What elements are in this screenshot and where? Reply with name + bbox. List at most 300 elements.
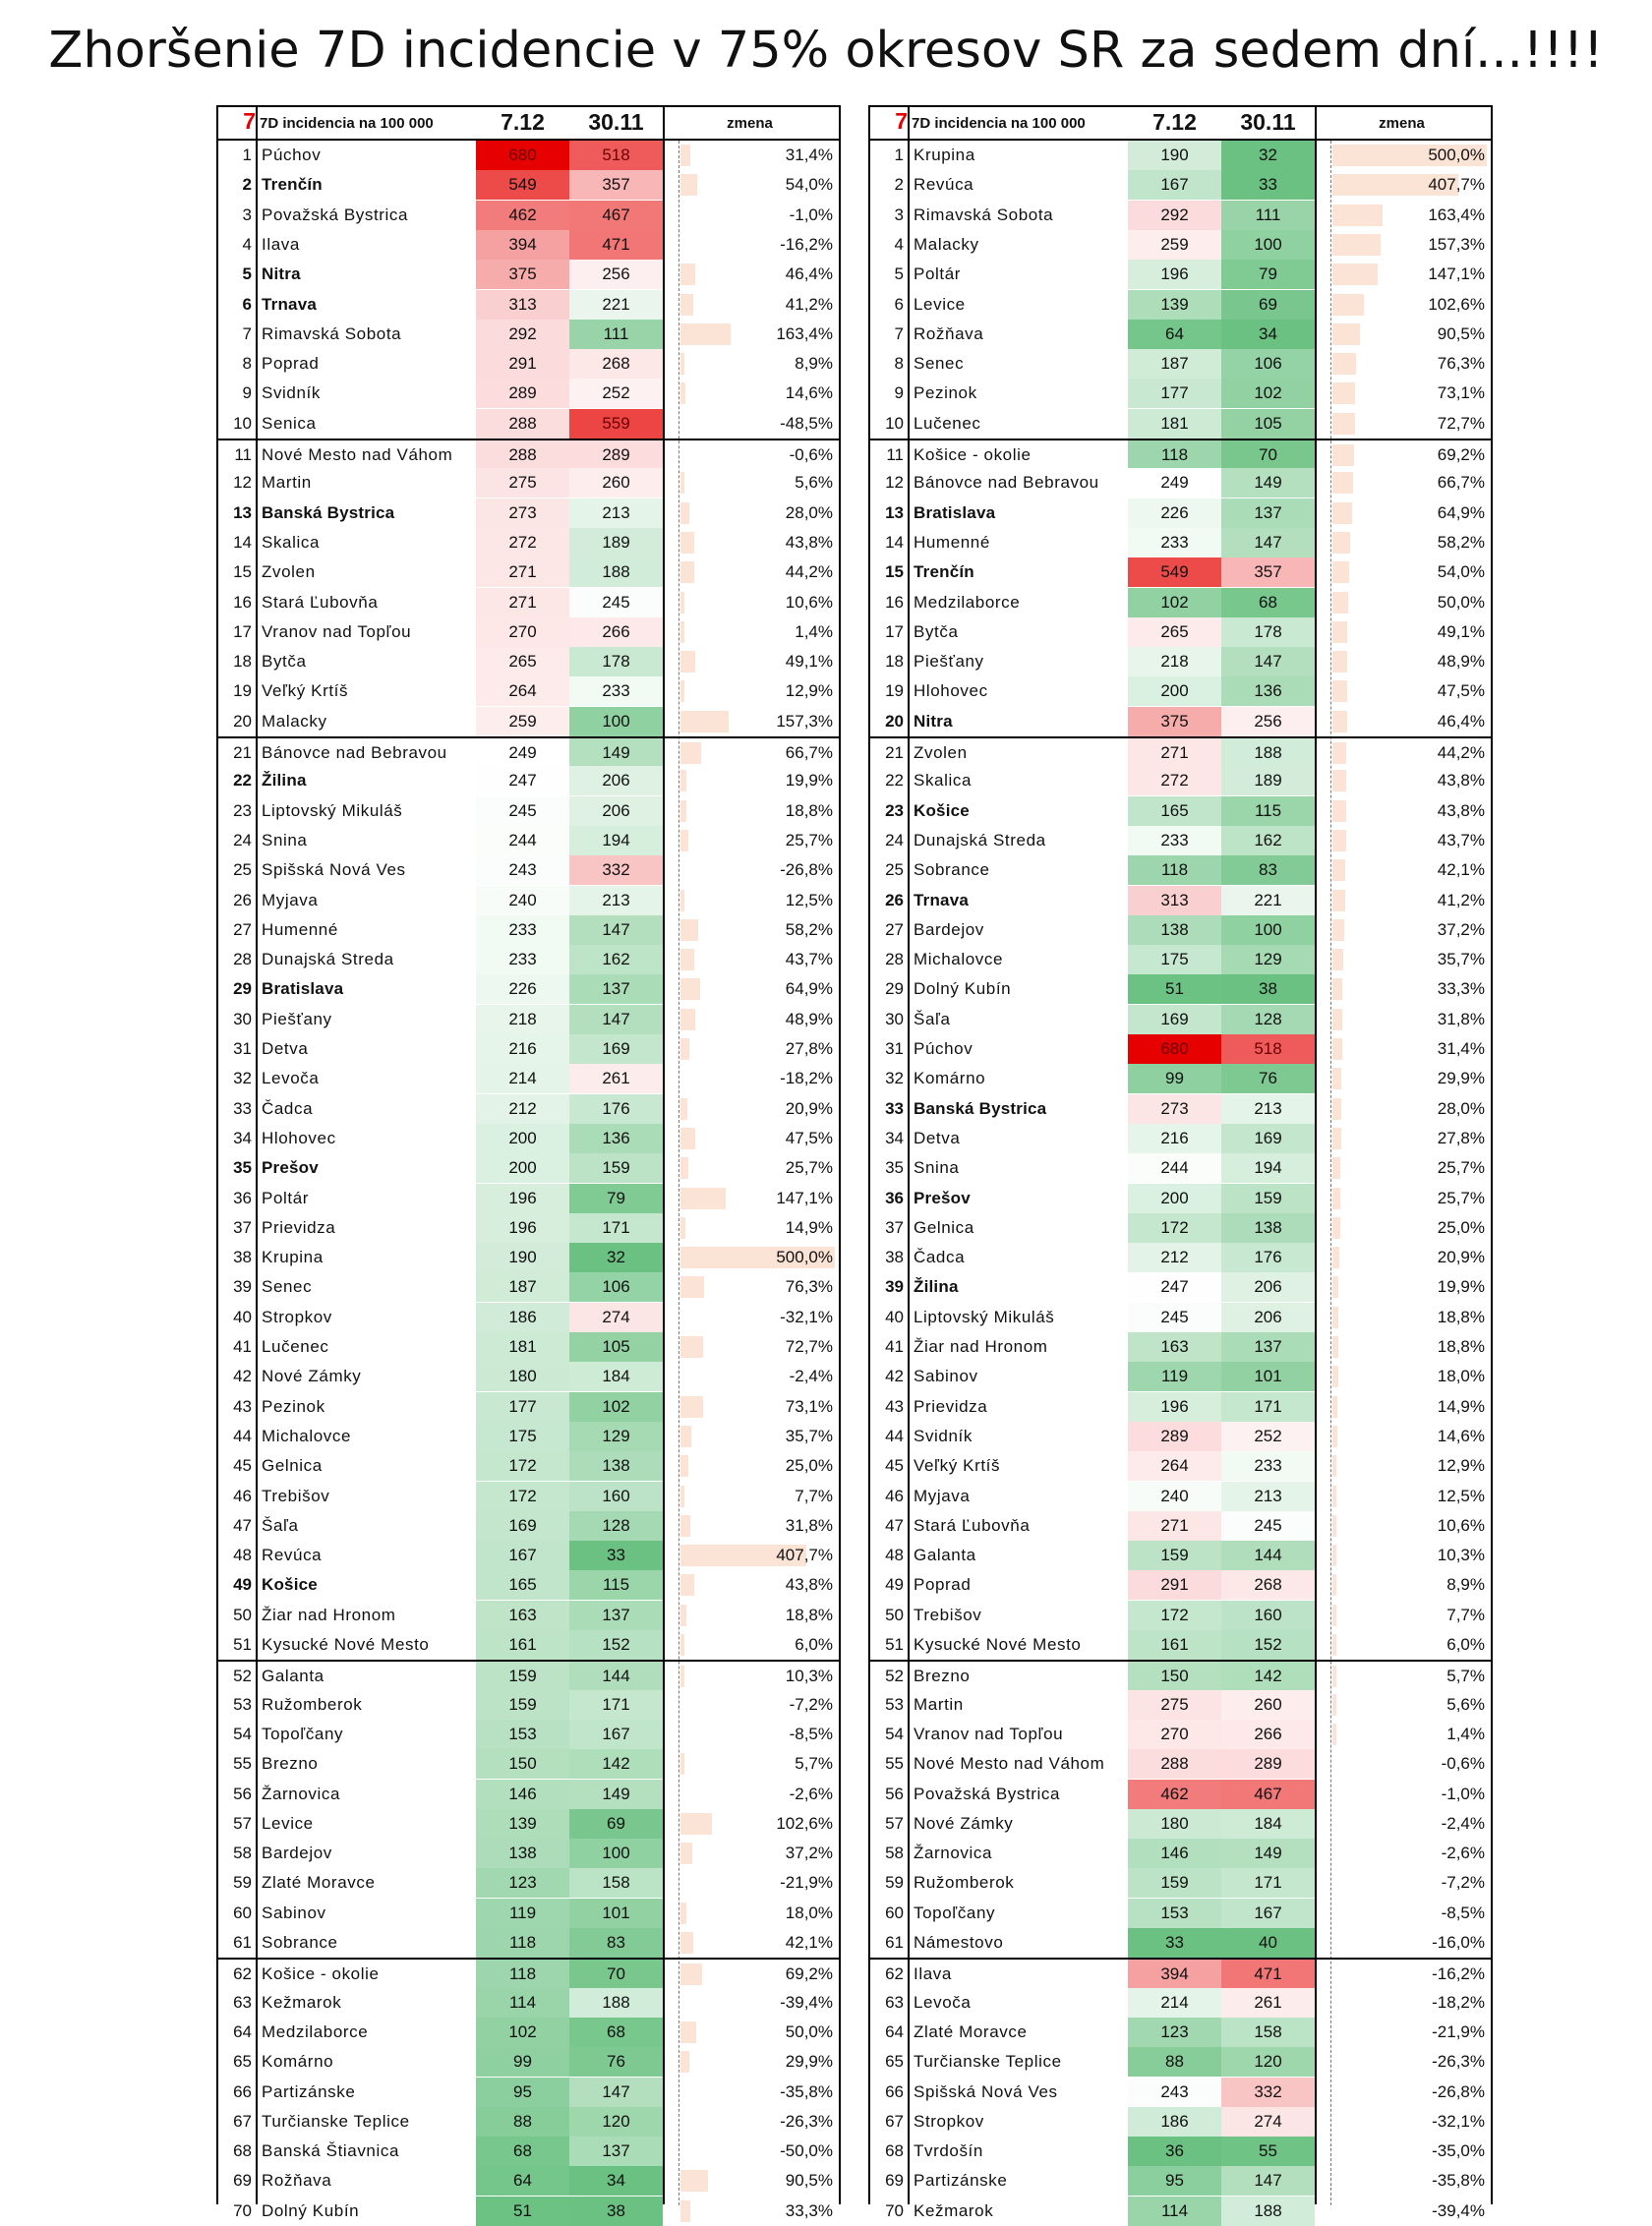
row-rank: 36 [233,1188,252,1207]
table-row [218,1213,839,1243]
row-rank: 1 [894,146,904,164]
district-name: Hlohovec [262,1128,336,1147]
incidence-7-12: 200 [476,1124,569,1153]
incidence-30-11: 467 [569,201,663,230]
table-row [870,1839,1491,1868]
row-rank: 55 [885,1754,904,1774]
incidence-30-11: 149 [1221,468,1315,498]
incidence-7-12: 68 [476,2137,569,2166]
incidence-30-11: 221 [569,290,663,320]
incidence-7-12: 288 [1128,1749,1221,1779]
incidence-30-11: 167 [569,1720,663,1749]
change-percent: 8,9% [795,354,833,374]
row-rank: 15 [233,562,252,582]
change-percent: 43,8% [1437,771,1485,791]
district-name: Skalica [914,771,973,791]
incidence-7-12: 549 [476,170,569,200]
incidence-7-12: 233 [1128,826,1221,855]
change-percent: -48,5% [780,413,833,433]
row-rank: 61 [885,1933,904,1952]
incidence-30-11: 129 [569,1422,663,1451]
change-bar [680,1128,695,1149]
change-percent: 19,9% [1437,1277,1485,1297]
district-name: Rožňava [262,2171,332,2191]
row-rank: 11 [234,445,252,464]
change-percent: -16,2% [780,234,833,254]
district-name: Košice [914,800,970,820]
incidence-7-12: 200 [476,1153,569,1183]
incidence-7-12: 175 [1128,945,1221,974]
table-row [218,2166,839,2196]
district-name: Žarnovica [914,1844,993,1863]
row-rank: 8 [242,354,252,374]
incidence-7-12: 245 [476,796,569,826]
row-rank: 12 [885,473,904,493]
table-row [218,1034,839,1064]
change-bar [1332,382,1355,404]
table-row [218,1243,839,1272]
row-rank: 4 [894,234,904,254]
change-percent: 18,0% [1437,1367,1485,1386]
table-row [218,1272,839,1302]
change-percent: -8,5% [789,1724,833,1743]
table-row [218,2197,839,2226]
district-name: Ilava [262,234,300,254]
district-name: Vranov nad Topľou [262,621,412,641]
incidence-7-12: 214 [1128,1988,1221,2018]
incidence-30-11: 266 [1221,1720,1315,1749]
change-percent: -35,8% [780,2081,833,2101]
incidence-30-11: 137 [569,1601,663,1630]
incidence-7-12: 462 [1128,1780,1221,1809]
row-rank: 2 [894,175,904,195]
incidence-30-11: 100 [569,1839,663,1868]
change-percent: -26,3% [780,2111,833,2131]
incidence-7-12: 181 [1128,409,1221,439]
change-bar [680,1486,684,1507]
incidence-7-12: 196 [1128,260,1221,289]
change-percent: 500,0% [1428,146,1485,164]
incidence-30-11: 142 [569,1749,663,1779]
change-percent: 5,6% [1446,1694,1485,1714]
incidence-30-11: 332 [569,855,663,885]
incidence-30-11: 252 [1221,1422,1315,1451]
table-row [218,1094,839,1124]
incidence-7-12: 289 [1128,1422,1221,1451]
change-percent: 64,9% [785,979,833,999]
change-bar [680,2051,689,2073]
incidence-30-11: 136 [1221,676,1315,706]
incidence-7-12: 291 [1128,1570,1221,1600]
table-row [218,1064,839,1093]
district-name: Sabinov [262,1903,326,1922]
table-row [218,1362,839,1391]
incidence-7-12: 288 [476,409,569,439]
incidence-30-11: 261 [569,1064,663,1093]
row-rank: 3 [242,205,252,224]
change-percent: 163,4% [776,323,833,343]
incidence-30-11: 70 [569,1960,663,1989]
incidence-30-11: 120 [569,2107,663,2137]
district-name: Skalica [262,532,321,552]
change-percent: 12,9% [785,681,833,701]
change-bar [1332,1098,1341,1120]
district-name: Pezinok [262,1396,325,1416]
incidence-7-12: 175 [476,1422,569,1451]
district-name: Topoľčany [262,1724,344,1743]
district-name: Hlohovec [914,681,988,701]
district-name: Snina [262,830,308,849]
header-name: 7D incidencia na 100 000 [912,115,1086,132]
district-name: Čadca [262,1098,314,1118]
incidence-30-11: 128 [1221,1005,1315,1034]
table-row [218,1570,839,1600]
change-percent: -2,4% [789,1367,833,1386]
incidence-30-11: 518 [569,141,663,170]
district-name: Stropkov [262,1307,332,1326]
incidence-30-11: 213 [569,886,663,915]
change-bar [680,1426,691,1447]
row-rank: 20 [885,711,904,731]
incidence-7-12: 190 [476,1243,569,1272]
table-row [870,1868,1491,1898]
district-name: Levice [262,1813,314,1833]
incidence-30-11: 142 [1221,1662,1315,1691]
incidence-7-12: 51 [476,2197,569,2226]
table-row [870,1749,1491,1779]
row-rank: 58 [233,1844,252,1863]
table-row [218,2047,839,2077]
district-name: Tvrdošín [914,2141,983,2161]
incidence-30-11: 188 [569,557,663,587]
incidence-30-11: 261 [1221,1988,1315,2018]
district-name: Topoľčany [914,1903,996,1922]
table-row [218,1005,839,1034]
district-name: Bytča [262,652,307,672]
district-name: Púchov [914,1039,974,1058]
row-rank: 40 [233,1307,252,1326]
incidence-30-11: 33 [1221,170,1315,200]
change-percent: 6,0% [795,1635,833,1654]
incidence-30-11: 559 [569,409,663,439]
incidence-7-12: 146 [476,1780,569,1809]
incidence-7-12: 114 [1128,2197,1221,2226]
district-name: Trnava [262,294,318,314]
row-rank: 9 [894,383,904,403]
district-name: Zvolen [914,743,968,762]
incidence-30-11: 68 [1221,588,1315,617]
incidence-30-11: 137 [569,974,663,1004]
incidence-30-11: 160 [1221,1601,1315,1630]
district-name: Galanta [262,1667,324,1686]
change-percent: 44,2% [1437,743,1485,762]
change-bar [680,1038,689,1060]
row-rank: 38 [233,1248,252,1267]
incidence-30-11: 268 [569,349,663,379]
change-bar [680,472,684,494]
district-name: Detva [914,1128,961,1147]
change-bar [1332,413,1355,435]
incidence-30-11: 245 [1221,1511,1315,1541]
incidence-7-12: 265 [1128,617,1221,647]
change-percent: 7,7% [1446,1605,1485,1624]
incidence-30-11: 289 [1221,1749,1315,1779]
change-bar [1332,680,1347,702]
change-bar [1332,919,1344,941]
table-row [218,1928,839,1958]
incidence-30-11: 194 [569,826,663,855]
district-name: Brezno [262,1754,319,1774]
change-bar [1332,561,1349,583]
row-rank: 42 [885,1367,904,1386]
row-rank: 64 [885,2021,904,2041]
district-name: Považská Bystrica [914,1784,1061,1803]
table-row [218,1958,839,1989]
incidence-7-12: 291 [476,349,569,379]
change-bar [680,264,695,285]
change-bar [1332,1128,1341,1149]
change-percent: 10,6% [1437,1515,1485,1535]
table-row [870,2197,1491,2226]
table-row [870,1094,1491,1124]
change-percent: 43,8% [785,1575,833,1595]
district-name: Kežmarok [262,1992,342,2012]
incidence-7-12: 273 [1128,1094,1221,1124]
table-row [218,1868,839,1898]
change-percent: 25,7% [785,1158,833,1178]
incidence-30-11: 274 [1221,2107,1315,2137]
table-row [218,796,839,826]
row-rank: 3 [894,205,904,224]
change-percent: 157,3% [1428,234,1485,254]
table-row [218,2018,839,2047]
district-name: Kysucké Nové Mesto [914,1635,1082,1654]
incidence-7-12: 313 [476,290,569,320]
incidence-30-11: 189 [569,528,663,557]
incidence-7-12: 200 [1128,676,1221,706]
table-row [870,1601,1491,1630]
change-percent: 54,0% [1437,562,1485,582]
district-name: Prešov [914,1188,971,1207]
change-bar [680,174,697,196]
district-name: Stropkov [914,2111,984,2131]
table-row [870,1153,1491,1183]
change-percent: 37,2% [1437,919,1485,939]
right-table [868,105,1493,2220]
incidence-30-11: 147 [1221,2166,1315,2196]
district-name: Košice [262,1575,318,1595]
row-rank: 67 [233,2111,252,2131]
incidence-7-12: 271 [476,588,569,617]
table-row [218,1422,839,1451]
table-row [870,1005,1491,1034]
change-percent: 73,1% [785,1396,833,1416]
change-bar [680,1515,690,1537]
table-row [870,766,1491,795]
incidence-7-12: 138 [476,1839,569,1868]
incidence-7-12: 159 [476,1690,569,1720]
district-name: Humenné [914,532,990,552]
change-bar [1332,234,1381,256]
table-row [218,498,839,528]
change-bar [1332,444,1354,466]
incidence-7-12: 64 [476,2166,569,2196]
change-bar [1332,502,1352,524]
incidence-30-11: 68 [569,2018,663,2047]
table-row [870,1958,1491,1989]
district-name: Snina [914,1158,960,1178]
change-bar [680,561,694,583]
incidence-30-11: 188 [1221,738,1315,768]
incidence-30-11: 149 [569,1780,663,1809]
district-name: Levice [914,294,966,314]
incidence-30-11: 256 [1221,707,1315,736]
incidence-7-12: 165 [476,1570,569,1600]
district-name: Považská Bystrica [262,205,409,224]
table-row [218,379,839,408]
change-percent: 20,9% [1437,1248,1485,1267]
change-percent: 73,1% [1437,383,1485,403]
district-name: Nitra [914,711,953,731]
incidence-30-11: 162 [569,945,663,974]
row-rank: 34 [233,1128,252,1147]
change-bar [1332,1217,1340,1239]
incidence-7-12: 167 [476,1541,569,1570]
row-rank: 58 [885,1844,904,1863]
incidence-30-11: 100 [1221,230,1315,260]
incidence-7-12: 118 [1128,855,1221,885]
change-bar [680,1813,712,1835]
change-percent: 72,7% [1437,413,1485,433]
district-name: Myjava [262,890,319,909]
header-name: 7D incidencia na 100 000 [260,115,434,132]
table-row [870,2166,1491,2196]
incidence-30-11: 147 [569,1005,663,1034]
district-name: Partizánske [262,2081,356,2101]
district-name: Zvolen [262,562,316,582]
incidence-30-11: 147 [1221,647,1315,676]
incidence-7-12: 245 [1128,1303,1221,1332]
row-rank: 55 [233,1754,252,1774]
row-rank: 46 [885,1486,904,1505]
table-row [870,1780,1491,1809]
table-row [218,1749,839,1779]
incidence-7-12: 216 [476,1034,569,1064]
table-row [870,826,1491,855]
table-row [870,1988,1491,2018]
row-rank: 13 [885,502,904,522]
table-row [218,2107,839,2137]
change-bar [680,1188,726,1209]
incidence-30-11: 268 [1221,1570,1315,1600]
change-percent: -1,0% [1441,1784,1485,1803]
change-bar [1332,592,1348,614]
row-rank: 28 [885,950,904,969]
change-percent: 29,9% [1437,1069,1485,1088]
incidence-7-12: 240 [1128,1482,1221,1511]
table-row [218,1392,839,1422]
row-rank: 52 [233,1667,252,1686]
incidence-7-12: 375 [1128,707,1221,736]
incidence-30-11: 471 [1221,1960,1315,1989]
change-percent: 163,4% [1428,205,1485,224]
incidence-30-11: 137 [1221,1332,1315,1362]
change-percent: -26,3% [1432,2052,1485,2072]
incidence-7-12: 247 [476,766,569,795]
change-bar [680,323,731,345]
change-percent: 31,8% [785,1515,833,1535]
incidence-30-11: 274 [569,1303,663,1332]
change-percent: -0,6% [789,445,833,464]
table-row [218,1660,839,1691]
change-bar [680,1157,688,1179]
incidence-30-11: 471 [569,230,663,260]
incidence-30-11: 149 [569,738,663,768]
change-bar [1332,353,1356,375]
incidence-7-12: 123 [476,1868,569,1898]
change-percent: 37,2% [785,1844,833,1863]
row-rank: 18 [233,652,252,672]
change-bar [680,502,689,524]
row-rank: 44 [885,1426,904,1445]
incidence-7-12: 200 [1128,1184,1221,1213]
district-name: Poltár [262,1188,310,1207]
row-rank: 63 [233,1992,252,2012]
table-row [870,2047,1491,2077]
row-rank: 27 [233,919,252,939]
row-rank: 11 [886,445,904,464]
incidence-30-11: 357 [1221,557,1315,587]
change-bar [1332,472,1353,494]
district-name: Žilina [262,771,307,791]
row-rank: 15 [885,562,904,582]
change-bar [1332,770,1346,791]
row-rank: 19 [233,681,252,701]
incidence-7-12: 153 [476,1720,569,1749]
table-row [870,201,1491,230]
district-name: Revúca [262,1546,323,1565]
change-percent: 41,2% [1437,890,1485,909]
row-rank: 51 [885,1635,904,1654]
change-percent: 14,6% [1437,1426,1485,1445]
change-percent: 42,1% [785,1933,833,1952]
row-rank: 25 [885,860,904,880]
district-name: Medzilaborce [262,2021,369,2041]
table-row [218,1541,839,1570]
incidence-30-11: 171 [1221,1392,1315,1422]
table-row [218,1303,839,1332]
district-name: Ružomberok [914,1873,1015,1893]
district-name: Michalovce [262,1426,352,1445]
change-bar [680,532,694,554]
change-bar [1332,1515,1336,1537]
incidence-7-12: 196 [1128,1392,1221,1422]
district-name: Komárno [914,1069,986,1088]
incidence-7-12: 394 [476,230,569,260]
row-rank: 38 [885,1248,904,1267]
change-percent: -18,2% [780,1069,833,1088]
change-percent: 147,1% [1428,264,1485,284]
row-rank: 43 [233,1396,252,1416]
district-name: Turčianske Teplice [262,2111,410,2131]
change-percent: 31,8% [1437,1009,1485,1028]
incidence-7-12: 177 [476,1392,569,1422]
table-row [870,1243,1491,1272]
table-row [218,1451,839,1481]
change-bar [680,949,694,970]
row-rank: 57 [885,1813,904,1833]
incidence-7-12: 265 [476,647,569,676]
